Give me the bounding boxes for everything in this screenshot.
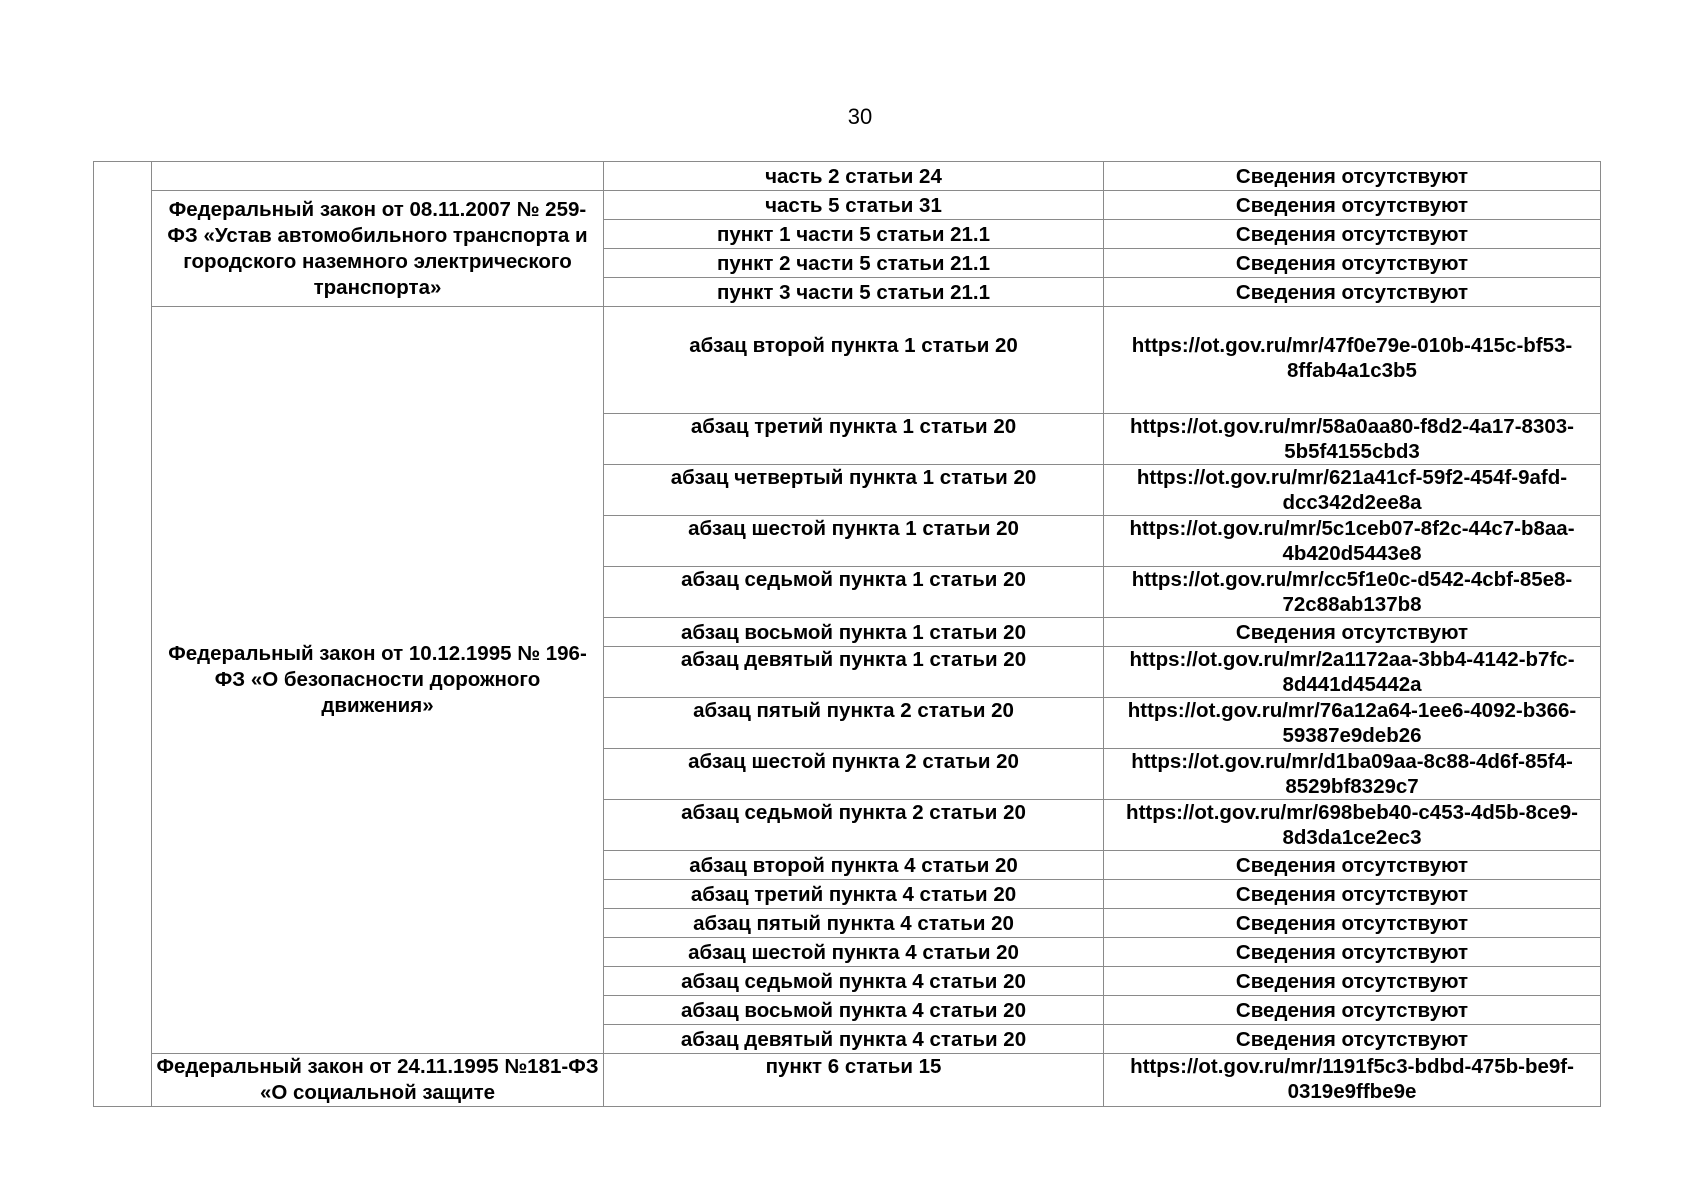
provision-cell: абзац седьмой пункта 1 статьи 20 <box>604 567 1104 618</box>
law-name-cell: Федеральный закон от 24.11.1995 №181-ФЗ «О социальной защите <box>152 1054 604 1107</box>
provision-cell: абзац пятый пункта 2 статьи 20 <box>604 698 1104 749</box>
link-cell: Сведения отсутствуют <box>1104 851 1601 880</box>
provision-cell: часть 5 статьи 31 <box>604 191 1104 220</box>
link-cell: https://ot.gov.ru/mr/621a41cf-59f2-454f-9afd-dcc342d2ee8a <box>1104 465 1601 516</box>
link-cell: Сведения отсутствуют <box>1104 191 1601 220</box>
provision-cell: абзац седьмой пункта 4 статьи 20 <box>604 967 1104 996</box>
number-cell <box>94 162 152 1107</box>
table-row <box>94 1054 1601 1107</box>
provision-cell: абзац четвертый пункта 1 статьи 20 <box>604 465 1104 516</box>
provision-cell: пункт 3 части 5 статьи 21.1 <box>604 278 1104 307</box>
link-cell: https://ot.gov.ru/mr/cc5f1e0c-d542-4cbf-85e8-72c88ab137b8 <box>1104 567 1601 618</box>
law-name-cell <box>152 162 604 191</box>
provision-cell: абзац восьмой пункта 1 статьи 20 <box>604 618 1104 647</box>
provision-cell: абзац третий пункта 4 статьи 20 <box>604 880 1104 909</box>
provision-cell: пункт 6 статьи 15 <box>604 1054 1104 1107</box>
table-row <box>94 191 1601 220</box>
link-cell: https://ot.gov.ru/mr/1191f5c3-bdbd-475b-be9f-0319e9ffbe9e <box>1104 1054 1601 1107</box>
link-cell: https://ot.gov.ru/mr/58a0aa80-f8d2-4a17-8303-5b5f4155cbd3 <box>1104 414 1601 465</box>
link-cell: https://ot.gov.ru/mr/76a12a64-1ee6-4092-b366-59387e9deb26 <box>1104 698 1601 749</box>
provision-cell: абзац второй пункта 4 статьи 20 <box>604 851 1104 880</box>
link-cell: Сведения отсутствуют <box>1104 278 1601 307</box>
provision-cell: пункт 1 части 5 статьи 21.1 <box>604 220 1104 249</box>
link-cell: Сведения отсутствуют <box>1104 162 1601 191</box>
provision-cell: абзац восьмой пункта 4 статьи 20 <box>604 996 1104 1025</box>
provision-cell: часть 2 статьи 24 <box>604 162 1104 191</box>
provision-cell: абзац третий пункта 1 статьи 20 <box>604 414 1104 465</box>
link-cell: Сведения отсутствуют <box>1104 938 1601 967</box>
provision-cell: абзац второй пункта 1 статьи 20 <box>604 307 1104 414</box>
link-cell: https://ot.gov.ru/mr/5c1ceb07-8f2c-44c7-b8aa-4b420d5443e8 <box>1104 516 1601 567</box>
link-cell: Сведения отсутствуют <box>1104 996 1601 1025</box>
law-name-cell: Федеральный закон от 08.11.2007 № 259-ФЗ «Устав автомобильного транспорта и городского наземного электрического транспорта» <box>152 191 604 307</box>
link-cell: Сведения отсутствуют <box>1104 967 1601 996</box>
link-cell: https://ot.gov.ru/mr/47f0e79e-010b-415c-bf53-8ffab4a1c3b5 <box>1104 307 1601 414</box>
link-cell: Сведения отсутствуют <box>1104 220 1601 249</box>
link-cell: Сведения отсутствуют <box>1104 1025 1601 1054</box>
provision-cell: абзац шестой пункта 2 статьи 20 <box>604 749 1104 800</box>
provision-cell: абзац шестой пункта 1 статьи 20 <box>604 516 1104 567</box>
provision-cell: абзац пятый пункта 4 статьи 20 <box>604 909 1104 938</box>
link-cell: Сведения отсутствуют <box>1104 909 1601 938</box>
provision-cell: абзац девятый пункта 1 статьи 20 <box>604 647 1104 698</box>
link-cell: https://ot.gov.ru/mr/2a1172aa-3bb4-4142-b7fc-8d441d45442a <box>1104 647 1601 698</box>
provision-cell: абзац седьмой пункта 2 статьи 20 <box>604 800 1104 851</box>
table-row <box>94 307 1601 414</box>
link-cell: Сведения отсутствуют <box>1104 880 1601 909</box>
regulations-table <box>93 161 1601 1107</box>
provision-cell: пункт 2 части 5 статьи 21.1 <box>604 249 1104 278</box>
link-cell: Сведения отсутствуют <box>1104 618 1601 647</box>
link-cell: https://ot.gov.ru/mr/d1ba09aa-8c88-4d6f-85f4-8529bf8329c7 <box>1104 749 1601 800</box>
table-row <box>94 162 1601 191</box>
page-number: 30 <box>847 104 873 129</box>
link-cell: Сведения отсутствуют <box>1104 249 1601 278</box>
link-cell: https://ot.gov.ru/mr/698beb40-c453-4d5b-8ce9-8d3da1ce2ec3 <box>1104 800 1601 851</box>
law-name-cell: Федеральный закон от 10.12.1995 № 196-ФЗ «О безопасности дорожного движения» <box>152 307 604 1054</box>
provision-cell: абзац шестой пункта 4 статьи 20 <box>604 938 1104 967</box>
provision-cell: абзац девятый пункта 4 статьи 20 <box>604 1025 1104 1054</box>
